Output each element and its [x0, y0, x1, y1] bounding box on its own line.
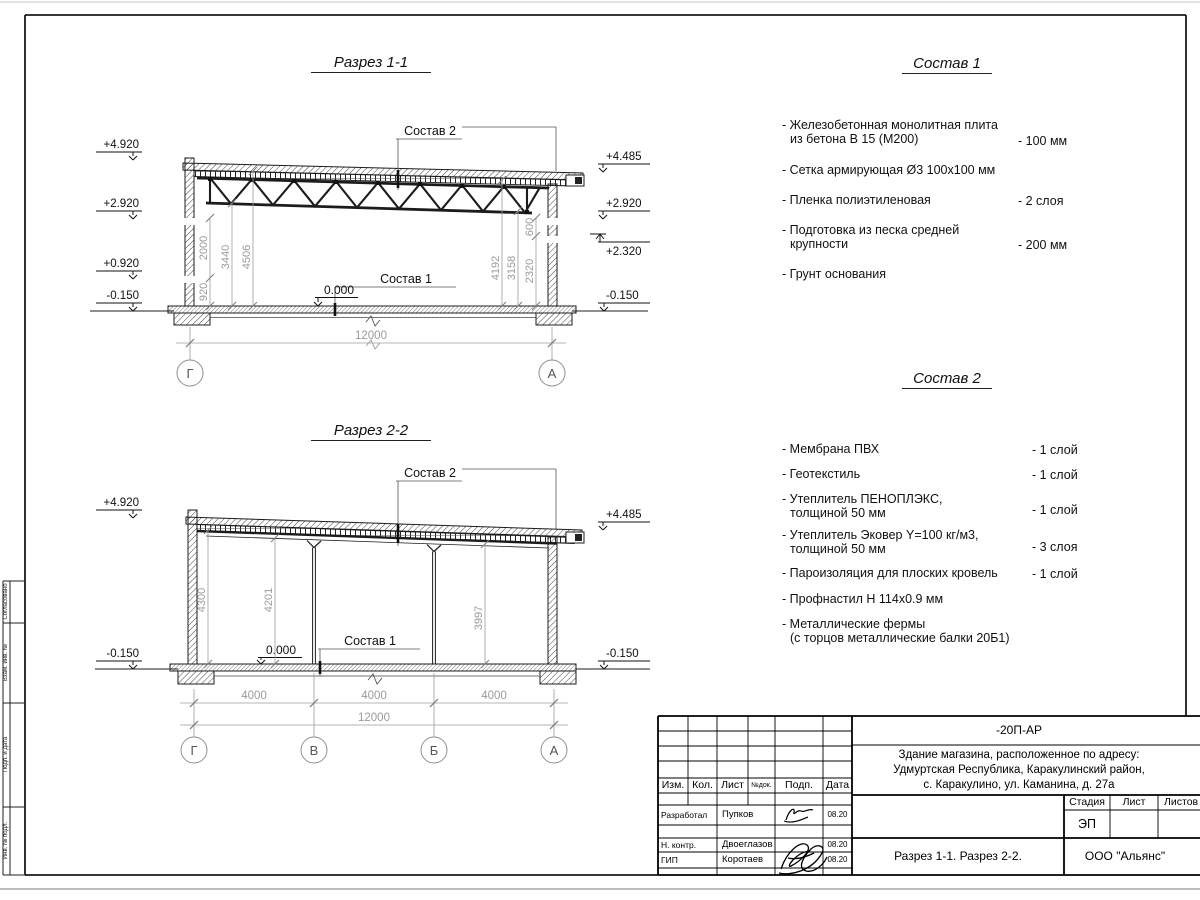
- tb-col-izm: Изм.: [661, 779, 685, 791]
- tb-sheets-label: Листов: [1164, 796, 1199, 808]
- s1-sostav2-label: Состав 2: [404, 124, 456, 138]
- tb-date-1: 08.20: [827, 810, 848, 819]
- s1-elev-left-2: +0.920: [103, 258, 139, 270]
- sostav2-value: - 3 слоя: [1032, 540, 1078, 554]
- s1-elev-right-1: +2.920: [606, 198, 642, 210]
- tb-doc-code: -20П-АР: [996, 723, 1042, 737]
- s2-axis-g: Г: [190, 743, 198, 758]
- s2-dim-4201: 4201: [263, 587, 275, 613]
- sostav1-item: [782, 194, 1032, 208]
- s2-dim-4300: 4300: [196, 587, 208, 613]
- s2-axis-a: А: [549, 743, 559, 758]
- tb-col-data: Дата: [825, 779, 850, 791]
- sostav1-item: [782, 268, 1032, 282]
- section-1-drawing: [90, 124, 650, 386]
- tb-address-1: Здание магазина, расположенное по адресу:: [898, 749, 1140, 761]
- sostav2-value: - 1 слой: [1032, 443, 1078, 457]
- sostav2-item: [782, 468, 1032, 482]
- sostav1-item: [782, 119, 1032, 146]
- item-text: - Подготовка из песка средней: [782, 223, 960, 237]
- sostav2-item: [782, 493, 1032, 520]
- section-1-title: Разрез 1-1: [311, 54, 431, 73]
- sidestamp-podp-data: Подп. и дата: [3, 736, 9, 773]
- sostav2-item: [782, 443, 1032, 457]
- sostav1-value: - 2 слоя: [1018, 194, 1064, 208]
- sostav2-item: [782, 529, 1032, 556]
- sidestamp-inv-podl: Инв. № подл.: [3, 821, 9, 860]
- item-text: - Металлические фермы: [782, 617, 926, 631]
- s1-elev-right-3: -0.150: [606, 290, 639, 302]
- sostav1-value: - 200 мм: [1018, 238, 1068, 252]
- s1-dim-4506: 4506: [241, 244, 253, 270]
- s2-sostav2-label: Состав 2: [404, 466, 456, 480]
- s2-dim-4000-2: 4000: [361, 690, 387, 702]
- sostav2-title: Состав 2: [902, 370, 992, 389]
- tb-date-2: 08.20: [827, 840, 848, 849]
- sostav2-value: - 1 слой: [1032, 503, 1078, 517]
- item-text-2: крупности: [790, 236, 849, 251]
- sostav1-title: Состав 1: [902, 55, 992, 74]
- s2-sostav1-label: Состав 1: [344, 634, 396, 648]
- s1-dim-3158: 3158: [506, 255, 518, 281]
- s1-elev-left-0: +4.920: [103, 139, 139, 151]
- s2-zero-mark: 0.000: [266, 643, 297, 657]
- s1-dim-2320: 2320: [524, 258, 536, 284]
- tb-role-gip: ГИП: [661, 855, 678, 865]
- tb-date-3: 08.20: [827, 855, 848, 864]
- item-text: - Пароизоляция для плоских кровель: [782, 566, 998, 580]
- s2-elev-left-0: +4.920: [103, 497, 139, 509]
- sostav1-item: [782, 224, 1032, 251]
- item-text: - Железобетонная монолитная плита: [782, 118, 998, 132]
- tb-col-list: Лист: [721, 779, 744, 791]
- item-text: - Утеплитель ПЕНОПЛЭКС,: [782, 492, 943, 506]
- s1-dim-total: 12000: [355, 330, 387, 342]
- s1-zero-mark: 0.000: [324, 283, 355, 297]
- sostav1-item: [782, 164, 1032, 178]
- sostav2-value: - 1 слой: [1032, 468, 1078, 482]
- s1-dim-4192: 4192: [490, 255, 502, 281]
- item-text: - Утеплитель Эковер Y=100 кг/м3,: [782, 528, 979, 542]
- tb-name-pupkov: Пупков: [722, 809, 754, 820]
- s2-dim-4000-3: 4000: [481, 690, 507, 702]
- s1-axis-a: А: [547, 366, 557, 381]
- sostav2-item: [782, 593, 1032, 607]
- s2-elev-left-1: -0.150: [106, 648, 139, 660]
- s2-axis-b: Б: [429, 743, 439, 758]
- item-text: - Мембрана ПВХ: [782, 442, 880, 456]
- sidestamp-soglasovano: Согласовано: [3, 583, 9, 620]
- item-text-2: (с торцов металлические балки 20Б1): [790, 630, 1010, 645]
- item-text: - Грунт основания: [782, 267, 887, 281]
- s2-elev-right-1: -0.150: [606, 648, 639, 660]
- sostav1-value: - 100 мм: [1018, 134, 1068, 148]
- tb-name-dvoeglazov: Двоеглазов: [722, 839, 773, 850]
- tb-drawing-title: Разрез 1-1. Разрез 2-2.: [894, 849, 1022, 863]
- sostav2-value: - 1 слой: [1032, 567, 1078, 581]
- item-text: - Пленка полиэтиленовая: [782, 193, 931, 207]
- item-text: - Сетка армирующая Ø3 100х100 мм: [782, 163, 996, 177]
- tb-name-korotaev: Коротаев: [722, 854, 764, 865]
- sidestamp-vzam-inv: Взам. инв. №: [3, 643, 9, 682]
- signature-gip: [779, 844, 827, 874]
- sostav2-item: [782, 567, 1032, 581]
- section-2-drawing: [95, 466, 650, 763]
- signature-razrabotal: [784, 809, 813, 822]
- s2-dim-total: 12000: [358, 712, 390, 724]
- tb-sheet-label: Лист: [1122, 796, 1146, 808]
- s1-dim-2000: 2000: [198, 235, 210, 261]
- s2-axis-v: В: [309, 743, 319, 758]
- s1-axis-g: Г: [186, 366, 194, 381]
- s1-dim-920: 920: [198, 282, 210, 302]
- s1-sostav1-label: Состав 1: [380, 272, 432, 286]
- s1-elev-left-3: -0.150: [106, 290, 139, 302]
- sostav2-item: [782, 618, 1032, 645]
- item-text-2: толщиной 50 мм: [790, 505, 886, 520]
- tb-company: ООО "Альянс": [1084, 849, 1166, 863]
- item-text-2: толщиной 50 мм: [790, 541, 886, 556]
- tb-col-ndok: №док.: [751, 782, 772, 789]
- s1-elev-right-0: +4.485: [606, 151, 642, 163]
- item-text-2: из бетона В 15 (М200): [790, 131, 919, 146]
- tb-address-2: Удмуртская Республика, Каракулинский район,: [893, 764, 1145, 776]
- s2-dim-4000-1: 4000: [241, 690, 267, 702]
- section-2-title: Разрез 2-2: [311, 422, 431, 441]
- tb-role-razrabotal: Разработал: [661, 810, 708, 820]
- s1-elev-right-2: +2.320: [606, 246, 642, 258]
- tb-stage-value: ЭП: [1078, 817, 1096, 831]
- item-text: - Профнастил Н 114х0.9 мм: [782, 592, 944, 606]
- tb-col-kol: Кол.: [692, 779, 713, 791]
- item-text: - Геотекстиль: [782, 467, 861, 481]
- tb-stage-label: Стадия: [1069, 796, 1105, 808]
- s1-dim-600: 600: [524, 217, 536, 237]
- s2-dim-3997: 3997: [473, 605, 485, 631]
- tb-role-nkontr: Н. контр.: [661, 840, 697, 850]
- s2-elev-right-0: +4.485: [606, 509, 642, 521]
- s1-elev-left-1: +2.920: [103, 198, 139, 210]
- tb-address-3: с. Каракулино, ул. Каманина, д. 27а: [923, 779, 1115, 791]
- s1-dim-3440: 3440: [220, 244, 232, 270]
- tb-col-podp: Подп.: [785, 779, 813, 791]
